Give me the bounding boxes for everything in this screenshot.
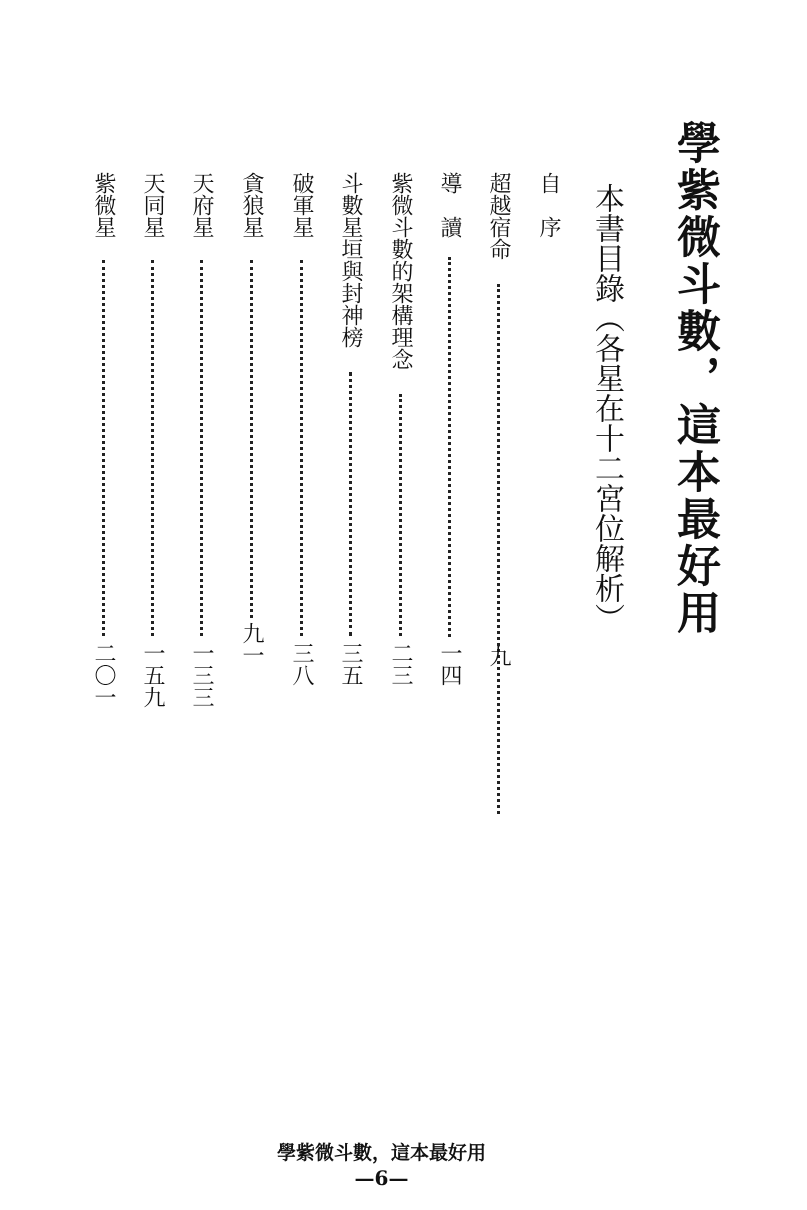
toc-entry-label: 斗數星垣與封神榜	[338, 172, 363, 348]
dot-leader	[448, 257, 451, 637]
toc-entry-preface	[535, 172, 561, 712]
dot-leader	[300, 260, 303, 636]
toc-entry-tiantong	[139, 172, 165, 712]
toc-entry-ziwei	[90, 172, 116, 712]
toc-entry-page: 九	[486, 645, 511, 667]
dot-leader	[399, 394, 402, 636]
dot-leader	[200, 260, 203, 636]
toc-entry-page: 一四	[437, 642, 462, 686]
footer-page-number: —6—	[354, 1166, 409, 1190]
toc-entry-pojun	[288, 172, 314, 712]
toc-entry-beyond-fate	[485, 172, 511, 712]
dot-leader	[250, 260, 253, 618]
toc-entry-label: 超越宿命	[486, 172, 511, 260]
toc-entry-label: 貪狼星	[239, 172, 264, 238]
dot-leader	[151, 260, 154, 636]
toc-entry-guide	[436, 172, 462, 712]
toc-entry-page: 三八	[289, 642, 314, 686]
dot-leader	[497, 284, 500, 814]
dot-leader	[102, 260, 105, 636]
toc-entry-page: 三五	[338, 642, 363, 686]
toc-entry-tianfu	[188, 172, 214, 712]
toc-entry-tanlang	[238, 172, 264, 712]
toc-entry-page: 一三三	[189, 642, 214, 708]
dot-leader	[349, 372, 352, 636]
toc-entry-star-walls	[337, 172, 363, 712]
book-title: 學紫微斗數，這本最好用	[669, 120, 720, 637]
toc-entry-label: 天同星	[140, 172, 165, 238]
toc-entry-label: 紫微星	[91, 172, 116, 238]
toc-entry-framework	[387, 172, 413, 712]
toc-entry-label: 天府星	[189, 172, 214, 238]
toc-entry-page: 二〇一	[91, 642, 116, 708]
footer-book-title: 學紫微斗數，這本最好用	[276, 1142, 486, 1164]
toc-entry-page: 一五九	[140, 642, 165, 708]
toc-entry-page: 二三	[388, 642, 413, 686]
toc-entry-label: 自 序	[536, 172, 561, 238]
toc-entry-label: 紫微斗數的架構理念	[388, 172, 413, 370]
toc-entry-label: 破軍星	[289, 172, 314, 238]
toc-entry-label: 導 讀	[437, 172, 462, 238]
toc-heading: 本書目錄（各星在十二宮位解析）	[589, 183, 624, 633]
toc-entry-page: 九一	[239, 622, 264, 666]
